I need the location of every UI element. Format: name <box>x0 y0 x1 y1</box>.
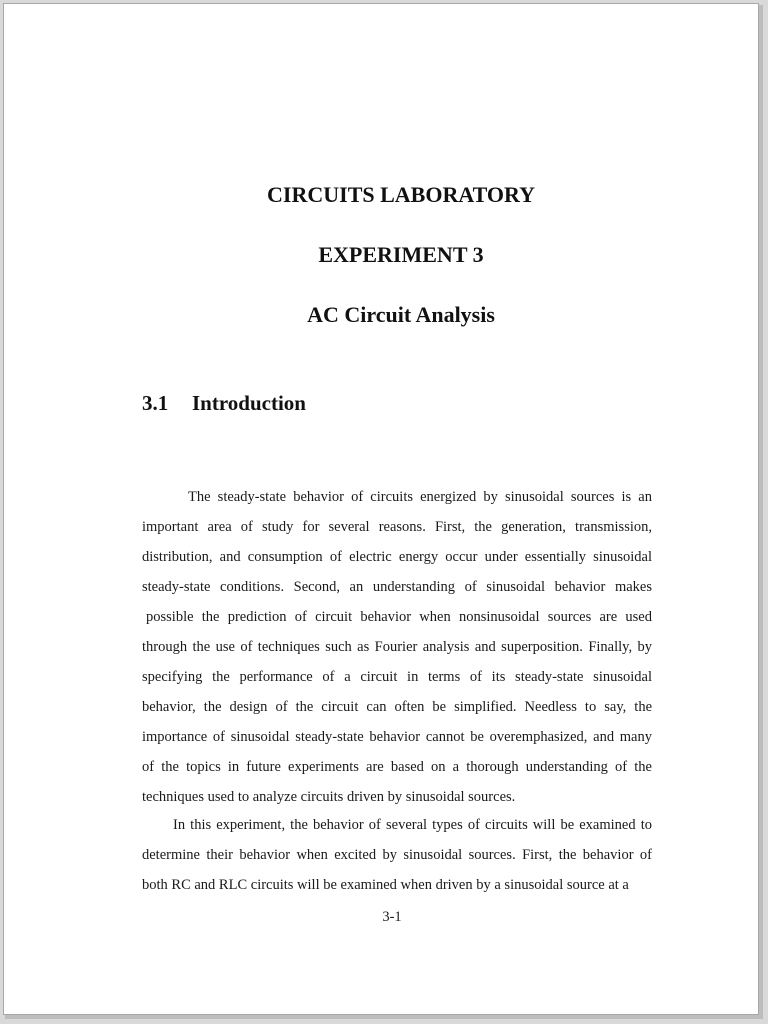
paragraph-line: specifying the performance of a circuit in terms of its steady-state sinusoidal <box>142 669 652 685</box>
paragraph-intro <box>142 482 652 812</box>
lab-title: CIRCUITS LABORATORY <box>267 182 535 207</box>
section-title: Introduction <box>192 391 306 415</box>
paragraph-line: distribution, and consumption of electric energy occur under essentially sinusoidal <box>142 549 652 565</box>
paragraph-line: importance of sinusoidal steady-state behavior cannot be overemphasized, and many <box>142 729 652 745</box>
page-number: 3-1 <box>382 909 402 925</box>
section-heading <box>142 390 306 416</box>
section-number: 3.1 <box>142 391 169 415</box>
paragraph-experiment <box>142 810 652 900</box>
experiment-title: EXPERIMENT 3 <box>318 242 484 267</box>
document-page <box>3 3 759 1015</box>
paragraph-line: The steady-state behavior of circuits energized by sinusoidal sources is an <box>188 489 652 505</box>
paragraph-line: determine their behavior when excited by sinusoidal sources. First, the behavior of <box>142 847 652 863</box>
paragraph-line: through the use of techniques such as Fourier analysis and superposition. Finally, by <box>142 639 652 655</box>
experiment-subtitle: AC Circuit Analysis <box>307 302 495 327</box>
paragraph-line: In this experiment, the behavior of several types of circuits will be examined to <box>173 817 652 833</box>
paragraph-line: of the topics in future experiments are based on a thorough understanding of the <box>142 759 652 775</box>
paragraph-line: both RC and RLC circuits will be examined when driven by a sinusoidal source at a <box>142 877 629 893</box>
paragraph-line: important area of study for several reasons. First, the generation, transmission, <box>142 519 652 535</box>
paragraph-line: behavior, the design of the circuit can often be simplified. Needless to say, the <box>142 699 652 715</box>
paragraph-line: techniques used to analyze circuits driven by sinusoidal sources. <box>142 789 516 805</box>
paragraph-line: steady-state conditions. Second, an understanding of sinusoidal behavior makes <box>142 579 652 595</box>
paragraph-line: possible the prediction of circuit behavior when nonsinusoidal sources are used <box>146 609 652 625</box>
